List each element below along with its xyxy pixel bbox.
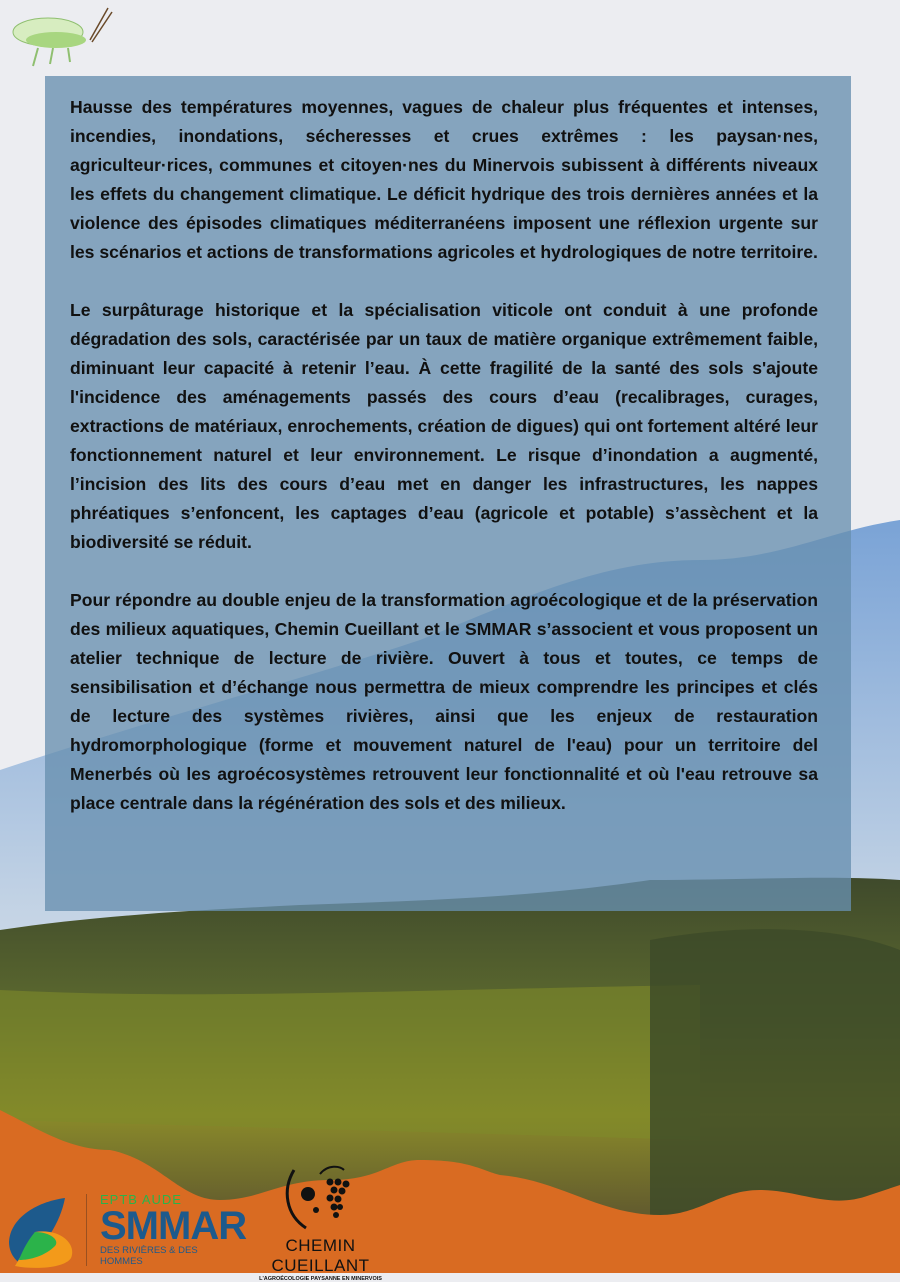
- smmar-tagline: DES RIVIÈRES & DES HOMMES: [100, 1245, 198, 1267]
- insect-illustration-icon: [8, 4, 118, 74]
- chemin-cueillant-name: CHEMIN CUEILLANT: [271, 1236, 370, 1275]
- smmar-eptb-label: EPTB AUDE: [100, 1192, 182, 1207]
- smmar-name: SMMAR: [100, 1204, 247, 1248]
- intro-text-box: [45, 76, 851, 911]
- chemin-cueillant-tagline: L'AGROÉCOLOGIE PAYSANNE EN MINERVOIS: [259, 1276, 382, 1282]
- chemin-cueillant-logo: [248, 1236, 393, 1282]
- paragraph-workshop-proposal: Pour répondre au double enjeu de la transformation agroécologique et de la préservation des milieux aquatiques, Chemin Cueillant et le SMMAR s’associent et vous proposent un atelier technique de lecture de rivière. Ouvert à tous et toutes, ce temps de sensibilisation et d’échange nous permettra de mieux comprendre les principes et clés de lecture des systèmes rivières, ainsi que les enjeux de restauration hydromorphologique (forme et mouvement naturel de l'eau) pour un territoire del Menerbés où les agroécosystèmes retrouvent leur fonctionnalité et où l'eau retrouve sa place centrale dans la régénération des sols et des milieux.: [70, 590, 818, 813]
- paragraph-climate-impacts: Hausse des températures moyennes, vagues de chaleur plus fréquentes et intenses, incendies, inondations, sécheresses et crues extrêmes : les paysan·nes, agriculteur·rices, communes et citoyen·nes du Minervois subissent à différents niveaux les effets du changement climatique. Le déficit hydrique des trois dernières années et la violence des épisodes climatiques méditerranéens imposent une réflexion urgente sur les scénarios et actions de transformations agricoles et hydrologiques de notre territoire.: [70, 97, 818, 262]
- smmar-logo: [100, 1192, 247, 1267]
- smmar-divider: [86, 1194, 87, 1266]
- chemin-cueillant-emblem-icon: [280, 1160, 360, 1232]
- paragraph-soil-degradation: Le surpâturage historique et la spécialisation viticole ont conduit à une profonde dégradation des sols, caractérisée par un taux de matière organique extrêmement faible, diminuant leur capacité à retenir l’eau. À cette fragilité de la santé des sols s'ajoute l'incidence des aménagements passés des cours d’eau (recalibrages, curages, extractions de matériaux, enrochements, création de digues) qui ont fortement altéré leur fonctionnement naturel et leur environnement. Le risque d’inondation a augmenté, l’incision des lits des cours d’eau met en danger les infrastructures, les nappes phréatiques s’enfoncent, les captages d’eau (agricole et potable) s’assèchent et la biodiversité se réduit.: [70, 300, 818, 552]
- smmar-leaf-logo-icon: [5, 1194, 75, 1270]
